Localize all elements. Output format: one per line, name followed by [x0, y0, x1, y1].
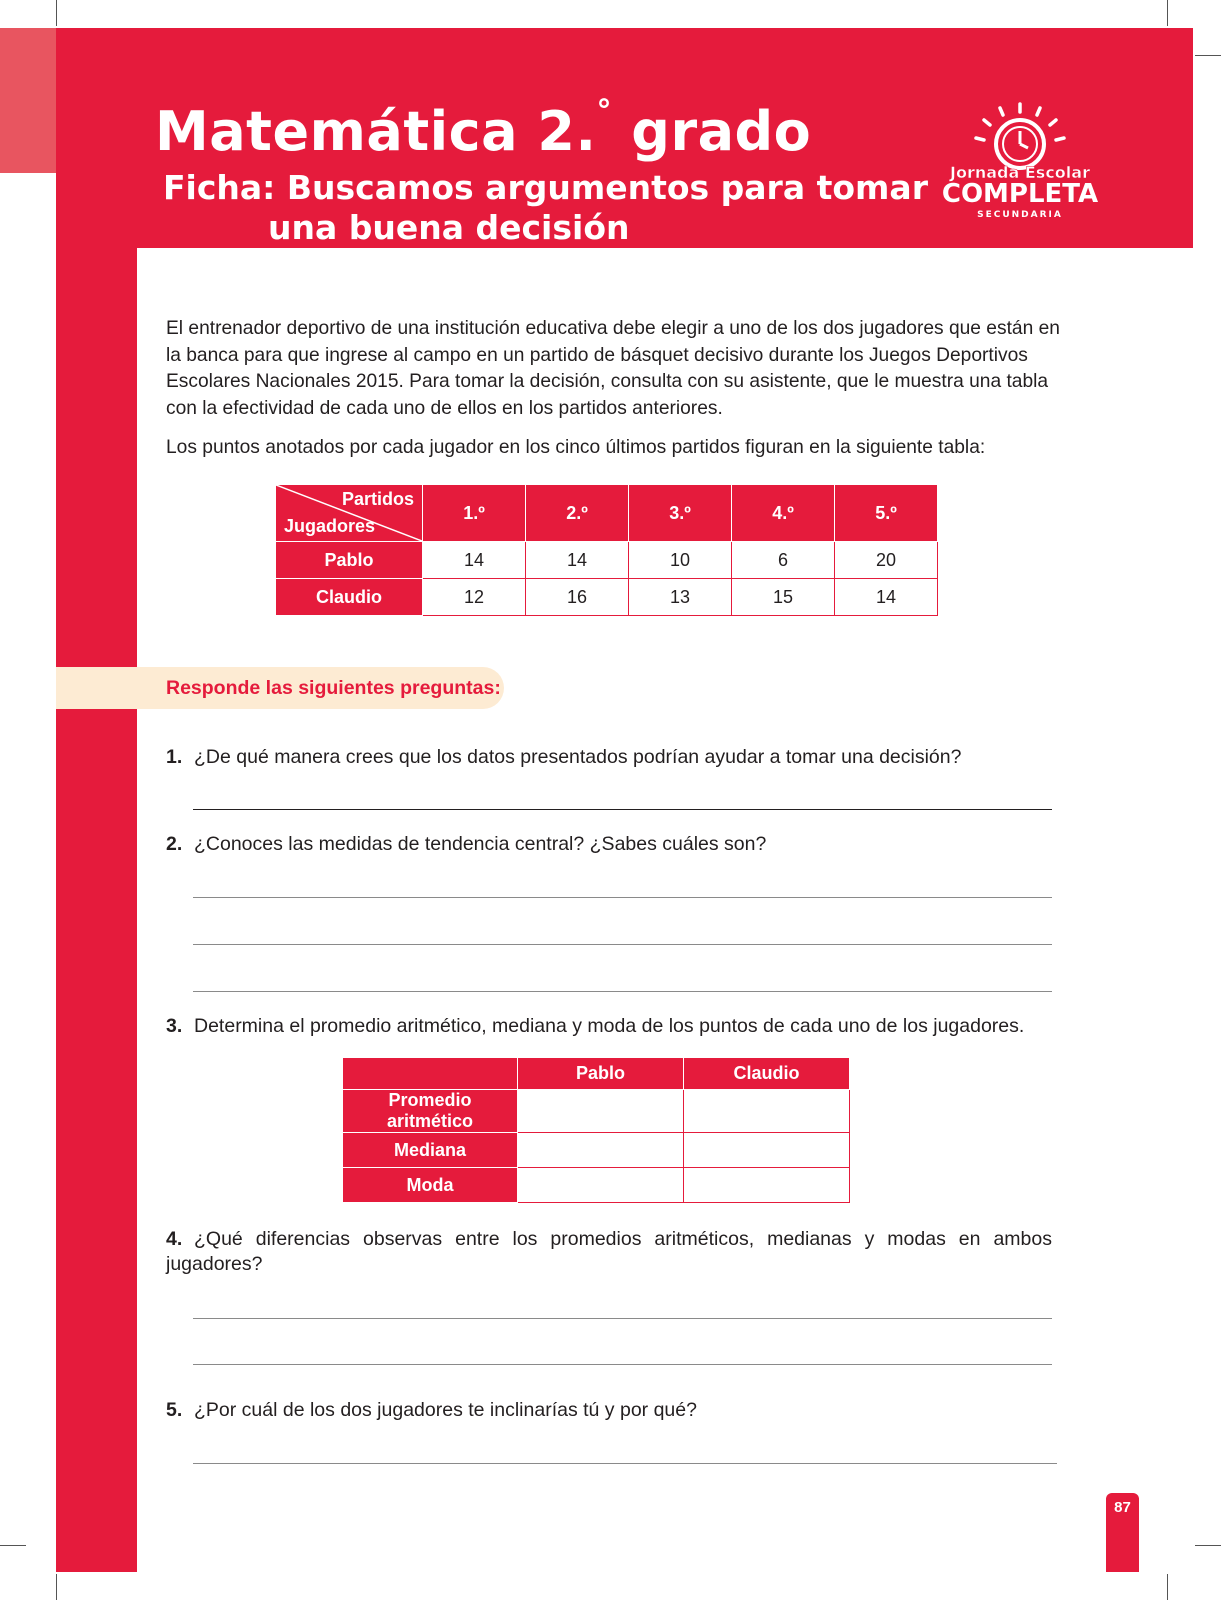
row-header-claudio: Claudio	[276, 579, 423, 616]
table-row	[276, 579, 938, 616]
corner-label-jugadores: Jugadores	[284, 516, 376, 536]
crop-mark	[1195, 1545, 1221, 1546]
question-2: 2. ¿Conoces las medidas de tendencia central? ¿Sabes cuáles son?	[166, 833, 767, 855]
answer-cell[interactable]	[684, 1168, 850, 1203]
question-5: 5. ¿Por cuál de los dos jugadores te inclinarías tú y por qué?	[166, 1399, 697, 1421]
intro-paragraph-2: Los puntos anotados por cada jugador en los cinco últimos partidos figuran en la siguiente tabla:	[166, 437, 986, 458]
question-1: 1. ¿De qué manera crees que los datos presentados podrían ayudar a tomar una decisión?	[166, 746, 962, 768]
crop-mark	[1195, 55, 1221, 56]
answer-cell[interactable]	[684, 1090, 850, 1133]
table-row	[343, 1168, 850, 1203]
subtitle-line-2: una buena decisión	[268, 208, 630, 247]
answer-line[interactable]	[193, 809, 1052, 810]
points-table	[275, 484, 938, 616]
table-cell: 14	[526, 542, 629, 579]
subtitle-line-1: Ficha: Buscamos argumentos para tomar	[163, 168, 928, 207]
table-cell: 12	[423, 579, 526, 616]
answer-cell[interactable]	[518, 1168, 684, 1203]
table-row	[343, 1133, 850, 1168]
table-cell: 14	[423, 542, 526, 579]
logo-line-2: COMPLETA	[941, 179, 1099, 209]
table-row	[343, 1090, 850, 1133]
column-header: 1.º	[423, 485, 526, 542]
question-3: 3. Determina el promedio aritmético, mediana y moda de los puntos de cada uno de los jugadores.	[166, 1015, 1025, 1037]
results-table	[342, 1057, 850, 1203]
page-number: 87	[1114, 1499, 1131, 1516]
answer-line[interactable]	[193, 1318, 1052, 1319]
table-row	[276, 542, 938, 579]
column-header: 5.º	[835, 485, 938, 542]
corner-label-partidos: Partidos	[341, 489, 414, 509]
left-stripe	[56, 248, 137, 1572]
answer-line[interactable]	[193, 1463, 1057, 1464]
table-cell: 6	[732, 542, 835, 579]
answer-line[interactable]	[193, 991, 1052, 992]
question-4: 4. ¿Qué diferencias observas entre los promedios aritméticos, medianas y modas en ambos jugadores?	[166, 1228, 1052, 1275]
logo-line-3: SECUNDARIA	[977, 210, 1063, 220]
answer-cell[interactable]	[518, 1133, 684, 1168]
answer-line[interactable]	[193, 1364, 1052, 1365]
table-cell: 14	[835, 579, 938, 616]
answer-cell[interactable]	[684, 1133, 850, 1168]
jornada-escolar-logo	[940, 102, 1100, 224]
row-header-pablo: Pablo	[276, 542, 423, 579]
answer-line[interactable]	[193, 897, 1052, 898]
column-header: Pablo	[518, 1058, 684, 1090]
page-title: Matemática 2.° grado	[155, 94, 812, 163]
answer-line[interactable]	[193, 944, 1052, 945]
logo-line-1: Jornada Escolar	[950, 163, 1090, 182]
table-cell: 10	[629, 542, 732, 579]
intro-paragraph: El entrenador deportivo de una institución educativa debe elegir a uno de los dos jugadores que están en la banca para que ingrese al campo en un partido de básquet decisivo durante los Juegos Deportivos Escolares Nacionales 2015. Para tomar la decisión, consulta con su asistente, que le muestra una tabla con la efectividad de cada uno de ellos en los partidos anteriores.	[166, 318, 1060, 419]
crop-mark	[0, 1545, 26, 1546]
results-corner-cell	[343, 1058, 518, 1090]
respond-banner-text: Responde las siguientes preguntas:	[166, 677, 501, 699]
answer-cell[interactable]	[518, 1090, 684, 1133]
crop-mark	[1167, 0, 1168, 26]
row-header: Moda	[343, 1168, 518, 1203]
corner-tab	[0, 28, 56, 173]
row-header: Promedio aritmético	[343, 1090, 518, 1133]
crop-mark	[56, 0, 57, 26]
table-corner-cell	[276, 485, 423, 542]
table-cell: 20	[835, 542, 938, 579]
table-cell: 15	[732, 579, 835, 616]
crop-mark	[56, 1574, 57, 1600]
crop-mark	[1167, 1574, 1168, 1600]
table-cell: 16	[526, 579, 629, 616]
column-header: 4.º	[732, 485, 835, 542]
column-header: 3.º	[629, 485, 732, 542]
row-header: Mediana	[343, 1133, 518, 1168]
table-cell: 13	[629, 579, 732, 616]
column-header: Claudio	[684, 1058, 850, 1090]
column-header: 2.º	[526, 485, 629, 542]
